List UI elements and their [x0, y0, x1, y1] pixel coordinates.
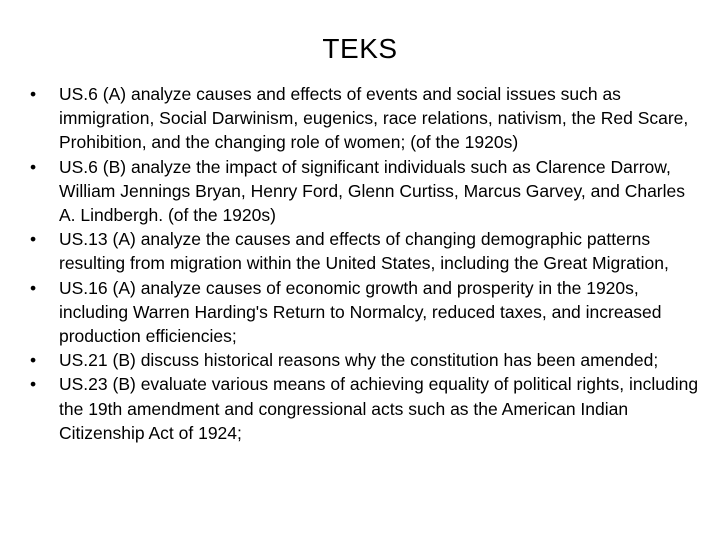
bullet-text: US.16 (A) analyze causes of economic growth and prosperity in the 1920s, including Warren Harding's Return to Normalcy, reduced taxes, and increased production efficiencies;: [59, 277, 662, 347]
bullet-text: US.21 (B) discuss historical reasons why the constitution has been amended;: [59, 350, 659, 371]
teks-bullet-list: [30, 82, 705, 445]
bullet-text: US.6 (B) analyze the impact of significant individuals such as Clarence Darrow, William Jennings Bryan, Henry Ford, Glenn Curtiss, Marcus Garvey, and Charles A. Lindbergh. (of the 1920s): [59, 156, 686, 226]
bullet-text: US.6 (A) analyze causes and effects of events and social issues such as immigration, Social Darwinism, eugenics, race relations, nativism, the Red Scare, Prohibition, and the changing role of women; (of the 1920s): [59, 84, 689, 153]
bullet-text: US.13 (A) analyze the causes and effects of changing demographic patterns resulting from migration within the United States, including the Great Migration,: [59, 229, 669, 274]
bullet-dot-icon: •: [30, 229, 37, 250]
bullet-dot-icon: •: [30, 374, 37, 395]
bullet-item-us13a: [30, 227, 705, 275]
bullet-dot-icon: •: [30, 84, 37, 104]
bullet-dot-icon: •: [30, 156, 37, 177]
bullet-item-us21b: [30, 348, 705, 372]
bullet-item-us6a: [30, 82, 705, 155]
bullet-item-us6b: [30, 155, 705, 228]
bullet-item-us16a: [30, 276, 705, 349]
bullet-dot-icon: •: [30, 277, 37, 298]
bullet-item-us23b: [30, 372, 705, 445]
slide-title: TEKS: [322, 33, 398, 64]
bullet-text: US.23 (B) evaluate various means of achieving equality of political rights, including the 19th amendment and congressional acts such as the American Indian Citizenship Act of 1924;: [59, 374, 699, 443]
bullet-dot-icon: •: [30, 350, 37, 371]
